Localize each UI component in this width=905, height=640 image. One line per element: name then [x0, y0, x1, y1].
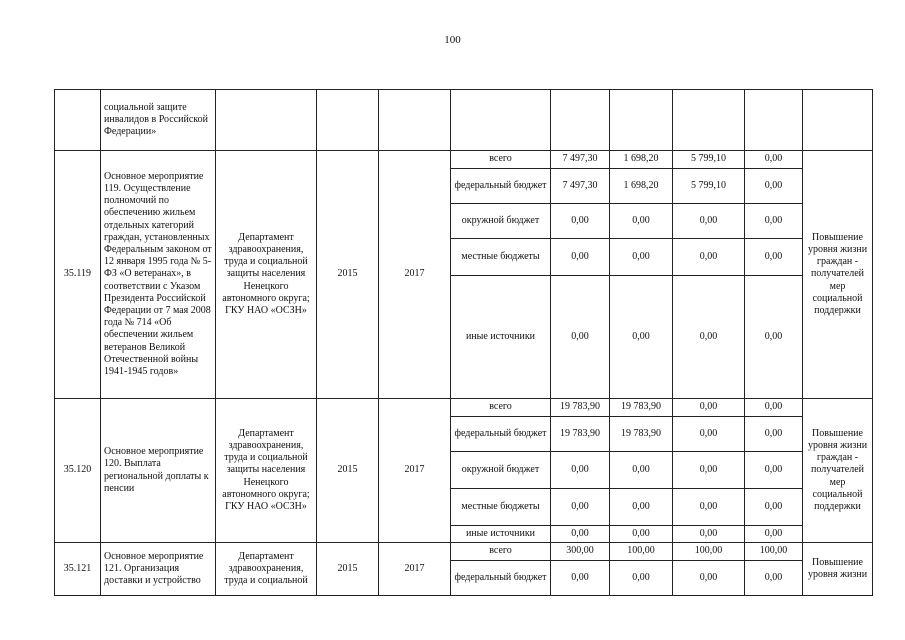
executor-cell [216, 90, 317, 151]
expected-result-cell [803, 90, 873, 151]
activity-executor: Департамент здравоохранения, труда и социальной защиты населения Ненецкого автономного округа; ГКУ НАО «ОСЗН» [216, 151, 317, 399]
total-value: 0,00 [551, 204, 610, 239]
funding-source-label: иные источники [451, 276, 551, 399]
total-value: 7 497,30 [551, 151, 610, 169]
end-year: 2017 [379, 543, 451, 596]
year-2017-cell [745, 90, 803, 151]
table-row [55, 151, 873, 169]
year-2015-value: 100,00 [610, 543, 673, 561]
activity-executor: Департамент здравоохранения, труда и социальной [216, 543, 317, 596]
year-2015-value: 0,00 [610, 204, 673, 239]
year-2016-value: 0,00 [673, 526, 745, 543]
year-2015-value: 1 698,20 [610, 169, 673, 204]
activity-number: 35.119 [55, 151, 101, 399]
year-2017-value: 0,00 [745, 169, 803, 204]
year-2017-value: 0,00 [745, 526, 803, 543]
activity-name: Основное мероприятие 121. Организация доставки и устройство [101, 543, 216, 596]
year-2016-value: 100,00 [673, 543, 745, 561]
year-2015-value: 19 783,90 [610, 417, 673, 452]
total-value: 0,00 [551, 526, 610, 543]
start-year: 2015 [317, 543, 379, 596]
funding-source-label: иные источники [451, 526, 551, 543]
start-year: 2015 [317, 151, 379, 399]
funding-source-label: окружной бюджет [451, 204, 551, 239]
funding-source-label: федеральный бюджет [451, 417, 551, 452]
activity-executor: Департамент здравоохранения, труда и социальной защиты населения Ненецкого автономного округа; ГКУ НАО «ОСЗН» [216, 399, 317, 543]
year-2016-value: 0,00 [673, 561, 745, 596]
total-value: 0,00 [551, 561, 610, 596]
year-2016-value: 0,00 [673, 489, 745, 526]
activity-number [55, 90, 101, 151]
year-2017-value: 0,00 [745, 417, 803, 452]
total-value: 300,00 [551, 543, 610, 561]
year-2015-value: 1 698,20 [610, 151, 673, 169]
start-year: 2015 [317, 399, 379, 543]
end-year-cell [379, 90, 451, 151]
year-2015-value: 0,00 [610, 489, 673, 526]
funding-source-label: всего [451, 543, 551, 561]
total-value: 0,00 [551, 452, 610, 489]
table-row [55, 399, 873, 417]
year-2017-value: 0,00 [745, 239, 803, 276]
year-2015-value: 0,00 [610, 452, 673, 489]
end-year: 2017 [379, 151, 451, 399]
total-value: 7 497,30 [551, 169, 610, 204]
activity-name: Основное мероприятие 120. Выплата региональной доплаты к пенсии [101, 399, 216, 543]
start-year-cell [317, 90, 379, 151]
activity-number: 35.121 [55, 543, 101, 596]
year-2017-value: 0,00 [745, 399, 803, 417]
year-2016-value: 5 799,10 [673, 151, 745, 169]
funding-source-label: всего [451, 151, 551, 169]
total-value: 19 783,90 [551, 417, 610, 452]
year-2017-value: 0,00 [745, 489, 803, 526]
year-2016-value: 0,00 [673, 417, 745, 452]
year-2015-value: 19 783,90 [610, 399, 673, 417]
year-2015-value: 0,00 [610, 561, 673, 596]
year-2016-value: 0,00 [673, 452, 745, 489]
year-2016-value: 0,00 [673, 399, 745, 417]
funding-source-label: федеральный бюджет [451, 169, 551, 204]
year-2015-cell [610, 90, 673, 151]
funding-source-cell [451, 90, 551, 151]
funding-source-label: местные бюджеты [451, 239, 551, 276]
activity-name: Основное мероприятие 119. Осуществление полномочий по обеспечению жильем отдельных категорий граждан, установленных Федеральным законом от 12 января 1995 года № 5-ФЗ «О ветеранах», в соответствии с Указом Президента Российской Федерации от 7 мая 2008 года № 714 «Об обеспечении жильем ветеранов Великой Отечественной войны 1941-1945 годов» [101, 151, 216, 399]
table-row [55, 543, 873, 561]
year-2016-value: 0,00 [673, 239, 745, 276]
program-activities-table [54, 89, 873, 596]
year-2017-value: 0,00 [745, 561, 803, 596]
year-2015-value: 0,00 [610, 239, 673, 276]
year-2016-value: 5 799,10 [673, 169, 745, 204]
funding-source-label: всего [451, 399, 551, 417]
activity-number: 35.120 [55, 399, 101, 543]
end-year: 2017 [379, 399, 451, 543]
activity-name: социальной защите инвалидов в Российской Федерации» [101, 90, 216, 151]
year-2015-value: 0,00 [610, 526, 673, 543]
year-2016-cell [673, 90, 745, 151]
expected-result: Повышение уровня жизни [803, 543, 873, 596]
year-2017-value: 0,00 [745, 276, 803, 399]
total-value: 0,00 [551, 489, 610, 526]
table-row-carryover [55, 90, 873, 151]
year-2016-value: 0,00 [673, 276, 745, 399]
total-value: 0,00 [551, 239, 610, 276]
year-2016-value: 0,00 [673, 204, 745, 239]
funding-source-label: федеральный бюджет [451, 561, 551, 596]
total-cell [551, 90, 610, 151]
total-value: 0,00 [551, 276, 610, 399]
year-2015-value: 0,00 [610, 276, 673, 399]
year-2017-value: 0,00 [745, 204, 803, 239]
page-number: 100 [444, 34, 461, 46]
funding-source-label: местные бюджеты [451, 489, 551, 526]
total-value: 19 783,90 [551, 399, 610, 417]
year-2017-value: 100,00 [745, 543, 803, 561]
funding-source-label: окружной бюджет [451, 452, 551, 489]
expected-result: Повышение уровня жизни граждан - получателей мер социальной поддержки [803, 399, 873, 543]
year-2017-value: 0,00 [745, 452, 803, 489]
expected-result: Повышение уровня жизни граждан - получателей мер социальной поддержки [803, 151, 873, 399]
year-2017-value: 0,00 [745, 151, 803, 169]
